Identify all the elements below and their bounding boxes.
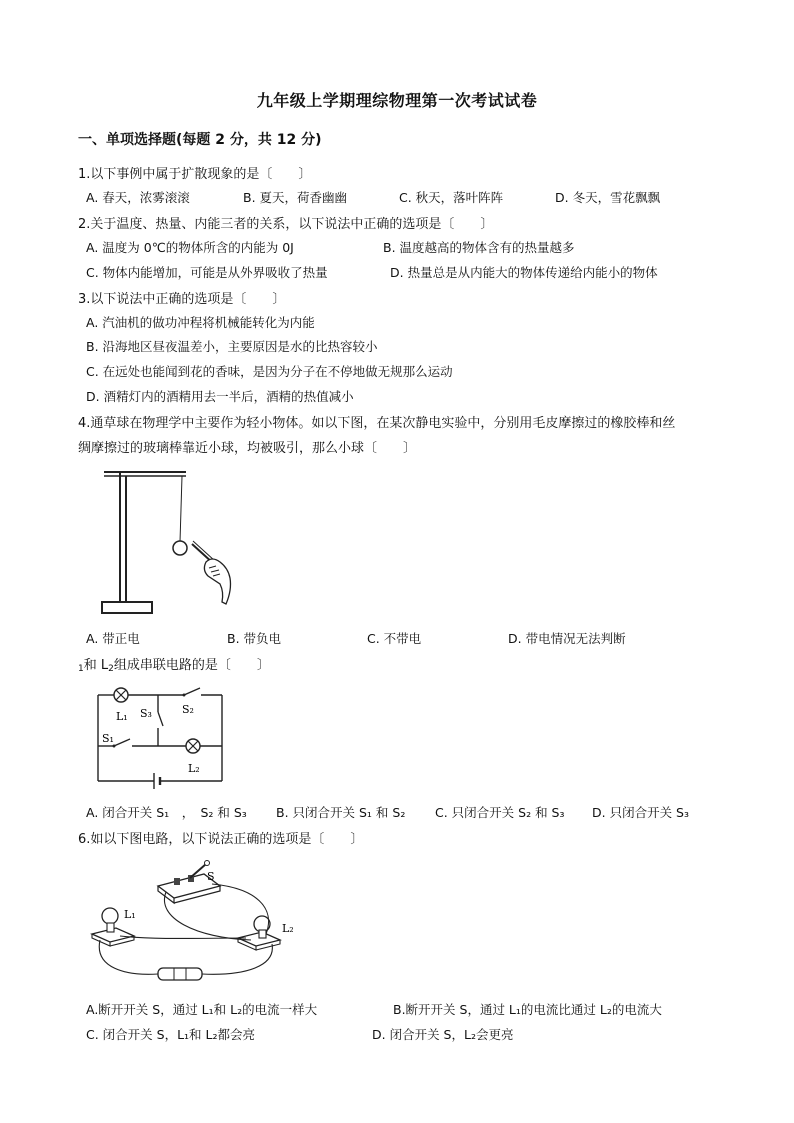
s2-label: S₂	[182, 703, 194, 716]
q6-option-d: D. 闭合开关 S，L₂会更亮	[372, 1027, 514, 1042]
q2-option-b: B. 温度越高的物体含有的热量越多	[383, 240, 575, 255]
q6-option-a: A.断开开关 S，通过 L₁和 L₂的电流一样大	[86, 1002, 318, 1017]
q1-option-a: A. 春天，浓雾滚滚	[86, 190, 190, 205]
q5-option-b: B. 只闭合开关 S₁ 和 S₂	[276, 805, 406, 820]
switch-s-label: S	[207, 870, 215, 883]
s1-label: S₁	[102, 732, 114, 745]
bulb-l2-label: L₂	[282, 922, 294, 935]
q3-option-b: B. 沿海地区昼夜温差小，主要原因是水的比热容较小	[86, 339, 378, 354]
q1-option-c: C. 秋天，落叶阵阵	[399, 190, 504, 205]
question-2-stem: 2.关于温度、热量、内能三者的关系，以下说法中正确的选项是〔 〕	[78, 217, 494, 232]
q4-option-b: B. 带负电	[227, 631, 282, 646]
q6-option-b: B.断开开关 S，通过 L₁的电流比通过 L₂的电流大	[393, 1002, 662, 1017]
q3-option-a: A. 汽油机的做功冲程将机械能转化为内能	[86, 315, 315, 330]
q2-option-c: C. 物体内能增加，可能是从外界吸收了热量	[86, 265, 328, 280]
switch-and-bulbs-figure	[86, 858, 310, 994]
l2-label: L₂	[188, 762, 200, 775]
q1-option-b: B. 夏天，荷香幽幽	[243, 190, 348, 205]
question-4-stem-line-1: 4.通草球在物理学中主要作为轻小物体。如以下图，在某次静电实验中，分别用毛皮摩擦过的橡胶棒和丝	[78, 416, 676, 431]
q4-option-d: D. 带电情况无法判断	[508, 631, 626, 646]
q5-stem-sub-2: 2	[108, 664, 114, 674]
q3-option-d: D. 酒精灯内的酒精用去一半后，酒精的热值减小	[86, 389, 354, 404]
q5-option-a: A. 闭合开关 S₁ ， S₂ 和 S₃	[86, 805, 247, 820]
section-heading: 一、单项选择题(每题 2 分，共 12 分)	[78, 132, 322, 148]
q5-option-d: D. 只闭合开关 S₃	[592, 805, 689, 820]
bulb-l1-label: L₁	[124, 908, 136, 921]
q2-option-d: D. 热量总是从内能大的物体传递给内能小的物体	[390, 265, 658, 280]
question-4-stem-line-2: 绸摩擦过的玻璃棒靠近小球，均被吸引，那么小球〔 〕	[78, 441, 417, 456]
q4-option-a: A. 带正电	[86, 631, 140, 646]
question-6-stem: 6.如以下图电路，以下说法正确的选项是〔 〕	[78, 832, 364, 847]
series-circuit-diagram	[90, 680, 230, 790]
q1-option-d: D. 冬天，雪花飘飘	[555, 190, 661, 205]
q5-stem-post: 组成串联电路的是〔 〕	[113, 658, 270, 673]
exam-title: 九年级上学期理综物理第一次考试试卷	[256, 91, 538, 110]
q5-stem-mid: 和 L	[83, 658, 109, 673]
l1-label: L₁	[116, 710, 128, 723]
question-3-stem: 3.以下说法中正确的选项是〔 〕	[78, 292, 286, 307]
q5-option-c: C. 只闭合开关 S₂ 和 S₃	[435, 805, 565, 820]
q4-option-c: C. 不带电	[367, 631, 422, 646]
s3-label: S₃	[140, 707, 152, 720]
question-1-stem: 1.以下事例中属于扩散现象的是〔 〕	[78, 167, 312, 182]
q3-option-c: C. 在远处也能闻到花的香味，是因为分子在不停地做无规那么运动	[86, 364, 453, 379]
q2-option-a: A. 温度为 0℃的物体所含的内能为 0J	[86, 240, 294, 255]
pith-ball-apparatus-figure	[96, 462, 246, 620]
q6-option-c: C. 闭合开关 S，L₁和 L₂都会亮	[86, 1027, 256, 1042]
question-5-stem	[78, 654, 270, 674]
q5-stem-sub-1: 1	[78, 664, 84, 674]
